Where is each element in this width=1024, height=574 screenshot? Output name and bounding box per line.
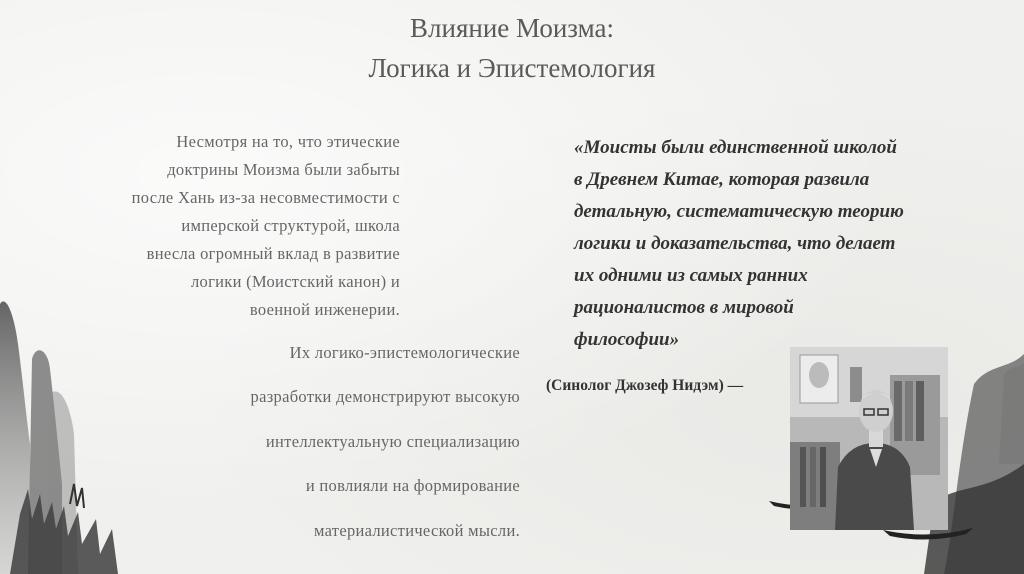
text-line: Несмотря на то, что этические [176, 132, 400, 151]
slide-title [0, 8, 1024, 88]
text-line: доктрины Моизма были забыты [167, 160, 400, 179]
quote-line: детальную, систематическую теорию [574, 201, 904, 222]
title-line-1: Влияние Моизма: [410, 13, 614, 43]
text-line: и повлияли на формирование [305, 476, 520, 495]
text-line: Их логико-эпистемологические [289, 342, 520, 362]
quote-line: логики и доказательства, что делает [574, 233, 896, 254]
quote-line: рационалистов в мировой [574, 297, 794, 318]
quote-line: «Моисты были единственной школой [574, 137, 897, 158]
text-line: интеллектуальную специализацию [265, 431, 520, 451]
needham-photo [790, 347, 948, 530]
text-line: имперской структурой, школа [181, 216, 400, 235]
text-line: материалистической мысли. [313, 520, 520, 540]
text-line: разработки демонстрируют высокую [250, 387, 520, 406]
quote-line: их одними из самых ранних [574, 265, 808, 286]
text-line: внесла огромный вклад в развитие [146, 244, 400, 263]
left-paragraph-1 [78, 128, 400, 324]
text-line: логики (Моистский канон) и [191, 272, 400, 291]
quote-attribution: (Синолог Джозеф Нидэм) — [546, 377, 744, 394]
quote-line: философии» [574, 329, 680, 350]
text-line: военной инженерии. [249, 300, 400, 319]
needham-quote [574, 132, 1004, 356]
quote-line: в Древнем Китае, которая развила [574, 169, 870, 190]
title-line-2: Логика и Эпистемология [368, 53, 656, 83]
left-paragraph-2 [150, 322, 520, 561]
text-line: после Хань из-за несовместимости с [131, 188, 400, 207]
